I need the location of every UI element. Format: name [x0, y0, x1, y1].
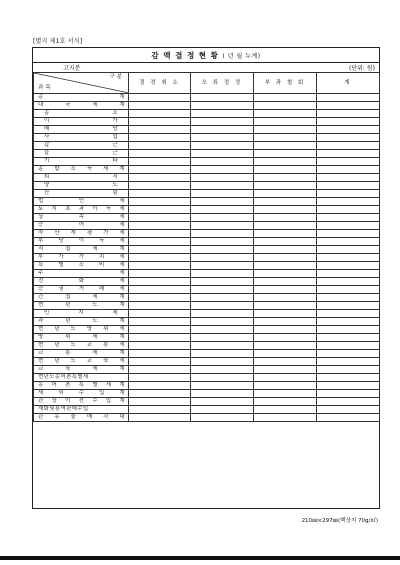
value-cell[interactable]	[317, 318, 380, 326]
value-cell[interactable]	[254, 150, 317, 158]
value-cell[interactable]	[191, 286, 254, 294]
value-cell[interactable]	[254, 406, 317, 414]
value-cell[interactable]	[129, 222, 191, 230]
value-cell[interactable]	[254, 390, 317, 398]
diagonal-header-cell	[34, 73, 129, 94]
value-cell[interactable]	[317, 326, 380, 334]
value-cell[interactable]	[191, 126, 254, 134]
value-cell[interactable]	[191, 206, 254, 214]
table-row	[34, 118, 380, 126]
table-row	[34, 110, 380, 118]
row-label: 퇴 직	[34, 174, 129, 182]
row-label: 산 림	[34, 190, 129, 198]
value-cell[interactable]	[254, 262, 317, 270]
value-cell[interactable]	[129, 126, 191, 134]
row-label: 주 세	[34, 270, 129, 278]
value-cell[interactable]	[129, 182, 191, 190]
row-label: 방 위 세 계	[34, 334, 129, 342]
table-row	[34, 198, 380, 206]
table-row	[34, 318, 380, 326]
row-label: 을 근	[34, 150, 129, 158]
value-cell[interactable]	[317, 374, 380, 382]
value-cell[interactable]	[129, 318, 191, 326]
value-cell[interactable]	[254, 302, 317, 310]
table-row	[34, 414, 380, 422]
value-cell[interactable]	[317, 142, 380, 150]
value-cell[interactable]	[254, 214, 317, 222]
value-cell[interactable]	[254, 158, 317, 166]
value-cell[interactable]	[254, 102, 317, 110]
value-cell[interactable]	[254, 182, 317, 190]
value-cell[interactable]	[191, 166, 254, 174]
table-row	[34, 286, 380, 294]
row-label: 증 여 세	[34, 222, 129, 230]
value-cell[interactable]	[129, 366, 191, 374]
value-cell[interactable]	[254, 310, 317, 318]
value-cell[interactable]	[129, 294, 191, 302]
value-cell[interactable]	[129, 198, 191, 206]
value-cell[interactable]	[254, 374, 317, 382]
column-header-correction: 오 류 정 정	[191, 73, 254, 94]
value-cell[interactable]	[191, 294, 254, 302]
column-header-cancel: 결 정 취 소	[129, 73, 191, 94]
value-cell[interactable]	[191, 326, 254, 334]
value-cell[interactable]	[254, 118, 317, 126]
row-label: 직 접 세 계	[34, 246, 129, 254]
value-cell[interactable]	[191, 134, 254, 142]
value-cell[interactable]	[129, 158, 191, 166]
value-cell[interactable]	[317, 302, 380, 310]
value-cell[interactable]	[129, 358, 191, 366]
value-cell[interactable]	[254, 398, 317, 406]
row-label: 특 별 소 비 세	[34, 262, 129, 270]
value-cell[interactable]	[254, 350, 317, 358]
column-header-total: 계	[317, 73, 380, 94]
value-cell[interactable]	[191, 238, 254, 246]
value-cell[interactable]	[254, 222, 317, 230]
row-label: 관 상 이 전 수 입 계	[34, 398, 129, 406]
form-reference: [별지 제1호 서식]	[33, 38, 83, 45]
table-row	[34, 134, 380, 142]
value-cell[interactable]	[317, 134, 380, 142]
value-cell[interactable]	[191, 110, 254, 118]
title-period: ( 년 월 누계)	[222, 53, 261, 60]
value-cell[interactable]	[129, 414, 191, 422]
value-cell[interactable]	[129, 334, 191, 342]
value-cell[interactable]	[317, 222, 380, 230]
value-cell[interactable]	[254, 286, 317, 294]
value-cell[interactable]	[317, 398, 380, 406]
office-label: 고지분	[63, 65, 81, 72]
row-label: 과 년 도 계	[34, 318, 129, 326]
row-label: 종 소	[34, 110, 129, 118]
value-cell[interactable]	[191, 302, 254, 310]
value-cell[interactable]	[191, 310, 254, 318]
value-cell[interactable]	[129, 302, 191, 310]
value-cell[interactable]	[254, 278, 317, 286]
value-cell[interactable]	[254, 174, 317, 182]
table-row	[34, 182, 380, 190]
table-row	[34, 142, 380, 150]
form-title	[33, 50, 379, 61]
table-row	[34, 254, 380, 262]
row-label: 세 외 수 입 계	[34, 390, 129, 398]
table-row	[34, 278, 380, 286]
value-cell[interactable]	[317, 278, 380, 286]
value-cell[interactable]	[129, 150, 191, 158]
row-label: 농 어 촌 특 별 세 계	[34, 382, 129, 390]
row-label: 기 타	[34, 158, 129, 166]
value-cell[interactable]	[191, 246, 254, 254]
row-label: 현년도농어촌특별세	[34, 374, 129, 382]
value-cell[interactable]	[191, 222, 254, 230]
value-cell[interactable]	[317, 126, 380, 134]
value-cell[interactable]	[129, 254, 191, 262]
value-cell[interactable]	[317, 214, 380, 222]
value-cell[interactable]	[254, 318, 317, 326]
value-cell[interactable]	[191, 214, 254, 222]
row-label: 토 지 초 과 이 득 세	[34, 206, 129, 214]
row-label: 양 도	[34, 182, 129, 190]
table-row	[34, 94, 380, 102]
value-cell[interactable]	[254, 382, 317, 390]
value-cell[interactable]	[317, 358, 380, 366]
table-row	[34, 150, 380, 158]
value-cell[interactable]	[191, 358, 254, 366]
reduction-table	[33, 72, 380, 422]
row-label: 부 가 가 치 세	[34, 254, 129, 262]
value-cell[interactable]	[317, 366, 380, 374]
row-label: 현 년 도 교 육 세	[34, 358, 129, 366]
row-label: 갑 근	[34, 142, 129, 150]
value-cell[interactable]	[254, 142, 317, 150]
value-cell[interactable]	[129, 342, 191, 350]
value-cell[interactable]	[191, 230, 254, 238]
value-cell[interactable]	[254, 414, 317, 422]
value-cell[interactable]	[129, 374, 191, 382]
diag-bottom-label: 과목	[38, 85, 53, 91]
table-row	[34, 126, 380, 134]
value-cell[interactable]	[129, 134, 191, 142]
value-cell[interactable]	[254, 190, 317, 198]
value-cell[interactable]	[317, 166, 380, 174]
table-row	[34, 166, 380, 174]
value-cell[interactable]	[317, 94, 380, 102]
row-label: 사 업	[34, 134, 129, 142]
value-cell[interactable]	[191, 398, 254, 406]
value-cell[interactable]	[254, 246, 317, 254]
value-cell[interactable]	[317, 158, 380, 166]
table-row	[34, 206, 380, 214]
row-label: 증 권 거 래 세	[34, 286, 129, 294]
value-cell[interactable]	[254, 270, 317, 278]
row-label: 전 화 세	[34, 278, 129, 286]
row-label: 현 년 도 교 통 세	[34, 342, 129, 350]
table-row	[34, 366, 380, 374]
value-cell[interactable]	[317, 294, 380, 302]
value-cell[interactable]	[254, 294, 317, 302]
table-row	[34, 158, 380, 166]
value-cell[interactable]	[129, 262, 191, 270]
value-cell[interactable]	[191, 174, 254, 182]
value-cell[interactable]	[317, 230, 380, 238]
value-cell[interactable]	[191, 414, 254, 422]
value-cell[interactable]	[191, 342, 254, 350]
value-cell[interactable]	[317, 262, 380, 270]
table-row	[34, 326, 380, 334]
value-cell[interactable]	[129, 278, 191, 286]
unit-label: (단위: 원)	[349, 65, 375, 72]
value-cell[interactable]	[317, 238, 380, 246]
value-cell[interactable]	[317, 390, 380, 398]
value-cell[interactable]	[317, 206, 380, 214]
row-label: 상 속 세	[34, 214, 129, 222]
value-cell[interactable]	[254, 334, 317, 342]
value-cell[interactable]	[129, 102, 191, 110]
table-row	[34, 294, 380, 302]
value-cell[interactable]	[191, 406, 254, 414]
value-cell[interactable]	[254, 110, 317, 118]
table-header-row	[34, 73, 380, 94]
value-cell[interactable]	[254, 134, 317, 142]
value-cell[interactable]	[191, 270, 254, 278]
value-cell[interactable]	[317, 406, 380, 414]
table-row	[34, 382, 380, 390]
value-cell[interactable]	[317, 310, 380, 318]
value-cell[interactable]	[191, 318, 254, 326]
value-cell[interactable]	[129, 214, 191, 222]
form-frame	[32, 47, 380, 509]
value-cell[interactable]	[129, 390, 191, 398]
value-cell[interactable]	[191, 118, 254, 126]
value-cell[interactable]	[129, 326, 191, 334]
value-cell[interactable]	[129, 174, 191, 182]
value-cell[interactable]	[191, 374, 254, 382]
table-row	[34, 358, 380, 366]
value-cell[interactable]	[129, 110, 191, 118]
row-label: 인 지 세	[34, 310, 129, 318]
row-label: 간 접 세 계	[34, 294, 129, 302]
value-cell[interactable]	[317, 198, 380, 206]
value-cell[interactable]	[129, 286, 191, 294]
value-cell[interactable]	[129, 166, 191, 174]
page-bottom-rule	[0, 556, 400, 560]
table-row	[34, 246, 380, 254]
value-cell[interactable]	[191, 334, 254, 342]
row-label: 배 당	[34, 126, 129, 134]
value-cell[interactable]	[317, 350, 380, 358]
table-row	[34, 334, 380, 342]
table-row	[34, 390, 380, 398]
value-cell[interactable]	[254, 166, 317, 174]
value-cell[interactable]	[254, 342, 317, 350]
table-row	[34, 214, 380, 222]
value-cell[interactable]	[317, 334, 380, 342]
value-cell[interactable]	[191, 102, 254, 110]
row-label: 교 육 세 계	[34, 366, 129, 374]
value-cell[interactable]	[129, 270, 191, 278]
row-label: 현 년 도 계	[34, 302, 129, 310]
row-label: 교 통 세 계	[34, 350, 129, 358]
value-cell[interactable]	[254, 126, 317, 134]
table-row	[34, 302, 380, 310]
table-row	[34, 230, 380, 238]
value-cell[interactable]	[191, 158, 254, 166]
value-cell[interactable]	[317, 190, 380, 198]
value-cell[interactable]	[317, 246, 380, 254]
value-cell[interactable]	[191, 350, 254, 358]
value-cell[interactable]	[254, 366, 317, 374]
value-cell[interactable]	[129, 190, 191, 198]
value-cell[interactable]	[254, 206, 317, 214]
column-header-withdrawal: 부 과 철 회	[254, 73, 317, 94]
value-cell[interactable]	[317, 150, 380, 158]
value-cell[interactable]	[129, 118, 191, 126]
value-cell[interactable]	[317, 342, 380, 350]
table-row	[34, 262, 380, 270]
value-cell[interactable]	[317, 110, 380, 118]
value-cell[interactable]	[191, 182, 254, 190]
value-cell[interactable]	[191, 382, 254, 390]
value-cell[interactable]	[254, 198, 317, 206]
value-cell[interactable]	[254, 326, 317, 334]
value-cell[interactable]	[254, 238, 317, 246]
table-row	[34, 342, 380, 350]
table-row	[34, 374, 380, 382]
diag-top-label: 구분	[109, 74, 124, 80]
value-cell[interactable]	[191, 150, 254, 158]
value-cell[interactable]	[191, 366, 254, 374]
value-cell[interactable]	[317, 270, 380, 278]
value-cell[interactable]	[254, 230, 317, 238]
value-cell[interactable]	[254, 94, 317, 102]
value-cell[interactable]	[129, 382, 191, 390]
title-divider	[33, 62, 379, 63]
row-label: 현 년 도 방 위 세	[34, 326, 129, 334]
table-row	[34, 102, 380, 110]
value-cell[interactable]	[129, 94, 191, 102]
value-cell[interactable]	[317, 414, 380, 422]
value-cell[interactable]	[191, 262, 254, 270]
table-row	[34, 270, 380, 278]
value-cell[interactable]	[317, 382, 380, 390]
value-cell[interactable]	[191, 254, 254, 262]
value-cell[interactable]	[129, 398, 191, 406]
value-cell[interactable]	[317, 254, 380, 262]
row-label: 내 국 세 계	[34, 102, 129, 110]
value-cell[interactable]	[129, 142, 191, 150]
value-cell[interactable]	[191, 190, 254, 198]
value-cell[interactable]	[129, 206, 191, 214]
value-cell[interactable]	[317, 174, 380, 182]
row-label: 부 당 이 득 세	[34, 238, 129, 246]
table-row	[34, 406, 380, 414]
value-cell[interactable]	[129, 310, 191, 318]
value-cell[interactable]	[317, 286, 380, 294]
value-cell[interactable]	[191, 142, 254, 150]
value-cell[interactable]	[254, 358, 317, 366]
value-cell[interactable]	[191, 390, 254, 398]
value-cell[interactable]	[129, 350, 191, 358]
table-row	[34, 398, 380, 406]
value-cell[interactable]	[191, 94, 254, 102]
value-cell[interactable]	[129, 238, 191, 246]
row-label: 재화및용역판매수입	[34, 406, 129, 414]
table-row	[34, 174, 380, 182]
row-label: 자 산 재 평 가 세	[34, 230, 129, 238]
value-cell[interactable]	[191, 278, 254, 286]
paper-spec: 210㎜×297㎜(백상지 70g/㎡)	[301, 518, 378, 524]
value-cell[interactable]	[317, 182, 380, 190]
value-cell[interactable]	[317, 102, 380, 110]
value-cell[interactable]	[191, 198, 254, 206]
row-label: 총 계	[34, 94, 129, 102]
row-label: 종 합 소 득 세 계	[34, 166, 129, 174]
value-cell[interactable]	[129, 230, 191, 238]
value-cell[interactable]	[254, 254, 317, 262]
row-label: 이 가	[34, 118, 129, 126]
table-row	[34, 190, 380, 198]
table-row	[34, 238, 380, 246]
value-cell[interactable]	[129, 406, 191, 414]
title-text: 감 액 결 정 현 황	[151, 51, 219, 60]
value-cell[interactable]	[129, 246, 191, 254]
value-cell[interactable]	[317, 118, 380, 126]
table-row	[34, 222, 380, 230]
table-row	[34, 310, 380, 318]
table-row	[34, 350, 380, 358]
row-label: 관 유 물 매 각 대	[34, 414, 129, 422]
row-label: 법 인 세	[34, 198, 129, 206]
